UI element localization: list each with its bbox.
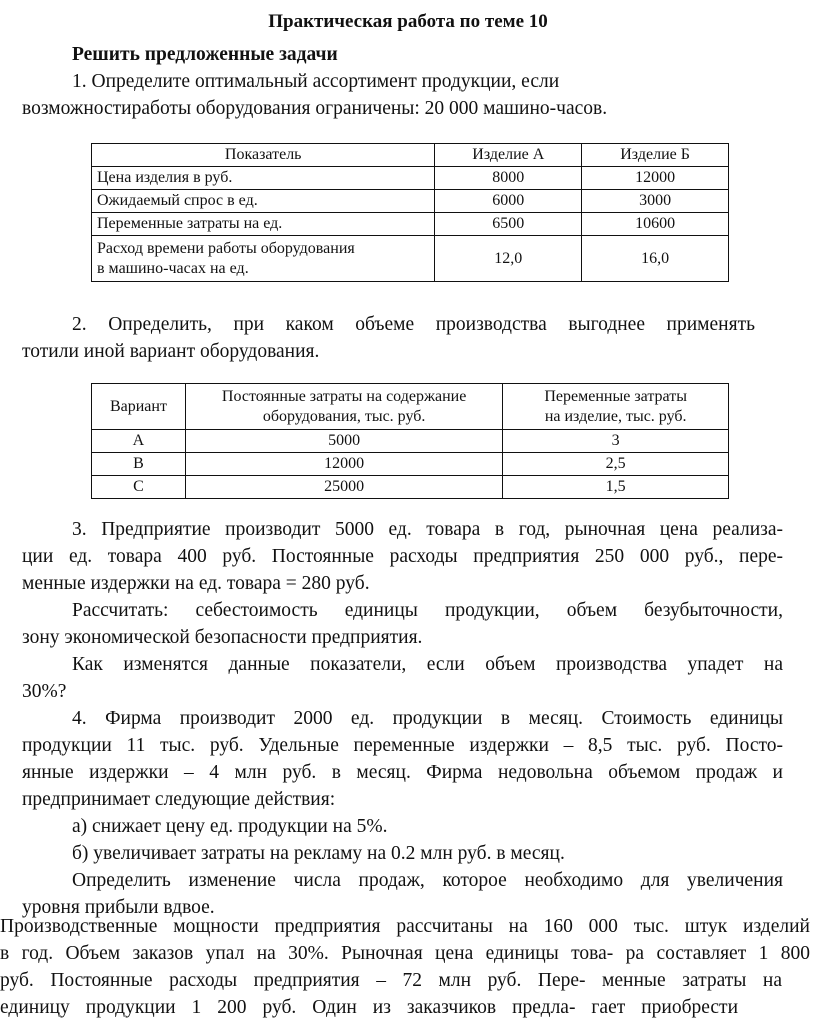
task4-line2: продукции 11 тыс. руб. Удельные переменные издержки – 8,5 тыс. руб. Посто- — [22, 735, 783, 756]
task3-line6: Как изменятся данные показатели, если объем производства упадет на — [72, 654, 783, 675]
header-variant: Вариант — [92, 384, 186, 430]
task2-line1: 2. Определить, при каком объеме производства выгоднее применять — [72, 314, 755, 335]
variable-cost-cell: 2,5 — [503, 453, 729, 476]
header-variable-line2: на изделие, тыс. руб. — [544, 407, 687, 425]
task3-line2: ции ед. товара 400 руб. Постоянные расходы предприятия 250 000 руб., пере- — [22, 546, 783, 567]
table-row — [92, 167, 729, 190]
variant-cell: А — [92, 430, 186, 453]
task3-line3: менные издержки на ед. товара = 280 руб. — [22, 573, 370, 594]
header-fixed-line1: Постоянные затраты на содержание — [221, 387, 467, 405]
task4-line1: 4. Фирма производит 2000 ед. продукции в месяц. Стоимость единицы — [72, 708, 783, 729]
assortment-table — [91, 143, 729, 282]
task1-line2: возможностиработы оборудования ограничены: 20 000 машино-часов. — [22, 98, 608, 119]
header-product-a: Изделие А — [435, 144, 582, 167]
header-fixed-line2: оборудования, тыс. руб. — [262, 407, 426, 425]
row-label — [92, 236, 435, 282]
row-value-a: 12,0 — [435, 236, 582, 282]
header-variable-costs — [503, 384, 729, 430]
task4-line5: а) снижает цену ед. продукции на 5%. — [72, 816, 388, 837]
table-row — [92, 236, 729, 282]
page-title: Практическая работа по теме 10 — [268, 11, 548, 32]
task5-line1: Производственные мощности предприятия рассчитаны на 160 000 тыс. штук изделий — [0, 916, 810, 937]
row-value-a: 6500 — [435, 213, 582, 236]
fixed-cost-cell: 5000 — [185, 430, 502, 453]
task4-line3: янные издержки – 4 млн руб. в месяц. Фирма недовольна объемом продаж и — [22, 762, 783, 783]
table-row — [92, 430, 729, 453]
variant-cell: С — [92, 476, 186, 499]
header-product-b: Изделие Б — [582, 144, 729, 167]
task4-line8: уровня прибыли вдвое. — [22, 897, 215, 918]
fixed-cost-cell: 12000 — [185, 453, 502, 476]
task4-line4: предпринимает следующие действия: — [22, 789, 336, 810]
row-value-b: 16,0 — [582, 236, 729, 282]
row-label: Ожидаемый спрос в ед. — [92, 190, 435, 213]
task3-line7: 30%? — [22, 681, 67, 702]
row-label: Переменные затраты на ед. — [92, 213, 435, 236]
equipment-table — [91, 383, 729, 499]
row-label-line2: в машино-часах на ед. — [97, 259, 249, 277]
task1-line1: 1. Определите оптимальный ассортимент продукции, если — [72, 71, 560, 92]
task3-line4: Рассчитать: себестоимость единицы продукции, объем безубыточности, — [72, 600, 783, 621]
row-value-b: 12000 — [582, 167, 729, 190]
variant-cell: В — [92, 453, 186, 476]
task5-line3: руб. Постоянные расходы предприятия – 72 млн руб. Пере- менные затраты на — [0, 970, 782, 991]
row-label-line1: Расход времени работы оборудования — [97, 239, 355, 257]
task4-line6: б) увеличивает затраты на рекламу на 0.2 млн руб. в месяц. — [72, 843, 565, 864]
header-variable-line1: Переменные затраты — [544, 387, 687, 405]
task5-line4: единицу продукции 1 200 руб. Один из заказчиков предла- гает приобрести — [0, 997, 738, 1018]
row-value-b: 10600 — [582, 213, 729, 236]
fixed-cost-cell: 25000 — [185, 476, 502, 499]
variable-cost-cell: 1,5 — [503, 476, 729, 499]
row-value-a: 6000 — [435, 190, 582, 213]
row-value-b: 3000 — [582, 190, 729, 213]
table-row — [92, 213, 729, 236]
table-row — [92, 476, 729, 499]
row-label: Цена изделия в руб. — [92, 167, 435, 190]
section-heading: Решить предложенные задачи — [72, 44, 338, 65]
header-fixed-costs — [185, 384, 502, 430]
table-header-row — [92, 384, 729, 430]
variable-cost-cell: 3 — [503, 430, 729, 453]
table-header-row — [92, 144, 729, 167]
task4-line7: Определить изменение числа продаж, которое необходимо для увеличения — [72, 870, 783, 891]
row-value-a: 8000 — [435, 167, 582, 190]
table-row — [92, 453, 729, 476]
task2-line2: тотили иной вариант оборудования. — [22, 341, 320, 362]
task5-line2: в год. Объем заказов упал на 30%. Рыночная цена единицы това- ра составляет 1 800 — [0, 943, 810, 964]
header-indicator: Показатель — [92, 144, 435, 167]
task3-line5: зону экономической безопасности предприятия. — [22, 627, 423, 648]
task3-line1: 3. Предприятие производит 5000 ед. товара в год, рыночная цена реализа- — [72, 519, 783, 540]
table-row — [92, 190, 729, 213]
